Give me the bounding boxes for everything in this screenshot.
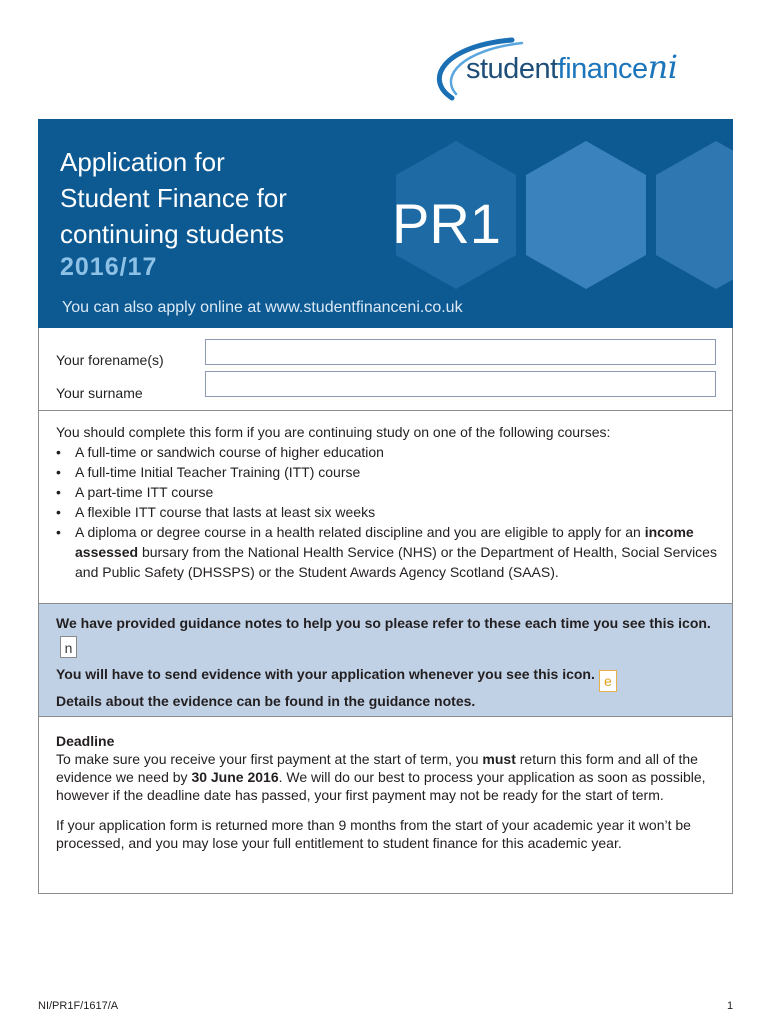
name-section xyxy=(38,328,733,411)
form-code: PR1 xyxy=(392,192,501,255)
list-item: • A flexible ITT course that lasts at least six weeks xyxy=(56,504,376,520)
courses-intro: You should complete this form if you are continuing study on one of the following courses: xyxy=(56,424,611,440)
apply-online-text: You can also apply online at www.studentfinanceni.co.uk xyxy=(62,299,463,316)
late-return-paragraph: If your application form is returned more than 9 months from the start of your academic year it won’t be processed, and you may lose your full entitlement to student finance for this academic year. xyxy=(56,817,691,851)
courses-list xyxy=(56,442,732,582)
list-item: • A part-time ITT course xyxy=(56,484,214,500)
list-item: • A full-time or sandwich course of higher education xyxy=(56,444,384,460)
surname-input[interactable] xyxy=(205,371,716,397)
evidence-note: You will have to send evidence with your application whenever you see this icon. e Details about the evidence can be found in the guidance notes. xyxy=(56,665,715,710)
form-title: Application for Student Finance for continuing students xyxy=(60,147,287,249)
form-reference: NI/PR1F/1617/A xyxy=(38,1000,119,1012)
forename-input[interactable] xyxy=(205,339,716,365)
list-item: • A diploma or degree course in a health related discipline and you are eligible to apply for an income assessed bursary from the National Health Service (NHS) or the Department of Health, Social Services and Public Safety (DHSSPS) or the Student Awards Agency Scotland (SAAS). xyxy=(56,524,717,580)
deadline-heading: Deadline xyxy=(56,733,115,749)
guidance-note-icon: n xyxy=(60,636,77,658)
list-item: • A full-time Initial Teacher Training (ITT) course xyxy=(56,464,361,480)
evidence-icon: e xyxy=(599,670,617,692)
surname-label: Your surname xyxy=(56,385,143,401)
logo-student: student xyxy=(466,53,558,85)
guidance-note: We have provided guidance notes to help you so please refer to these each time you see this icon.n xyxy=(56,615,711,656)
courses-section xyxy=(38,411,733,604)
deadline-paragraph: To make sure you receive your first payment at the start of term, you must return this form and all of the evidence we need by 30 June 2016. We will do our best to process your application as soon as possible, however if the deadline date has passed, your first payment may not be ready for the start of term. xyxy=(56,751,706,803)
logo-ni: ni xyxy=(647,48,678,86)
logo-finance: finance xyxy=(557,53,648,85)
deadline-section xyxy=(38,717,733,894)
guidance-section xyxy=(38,604,733,717)
academic-year: 2016/17 xyxy=(60,253,158,281)
brand-logo xyxy=(466,48,678,86)
title-banner xyxy=(38,119,733,328)
page-number: 1 xyxy=(727,1000,734,1012)
forename-label: Your forename(s) xyxy=(56,352,164,368)
